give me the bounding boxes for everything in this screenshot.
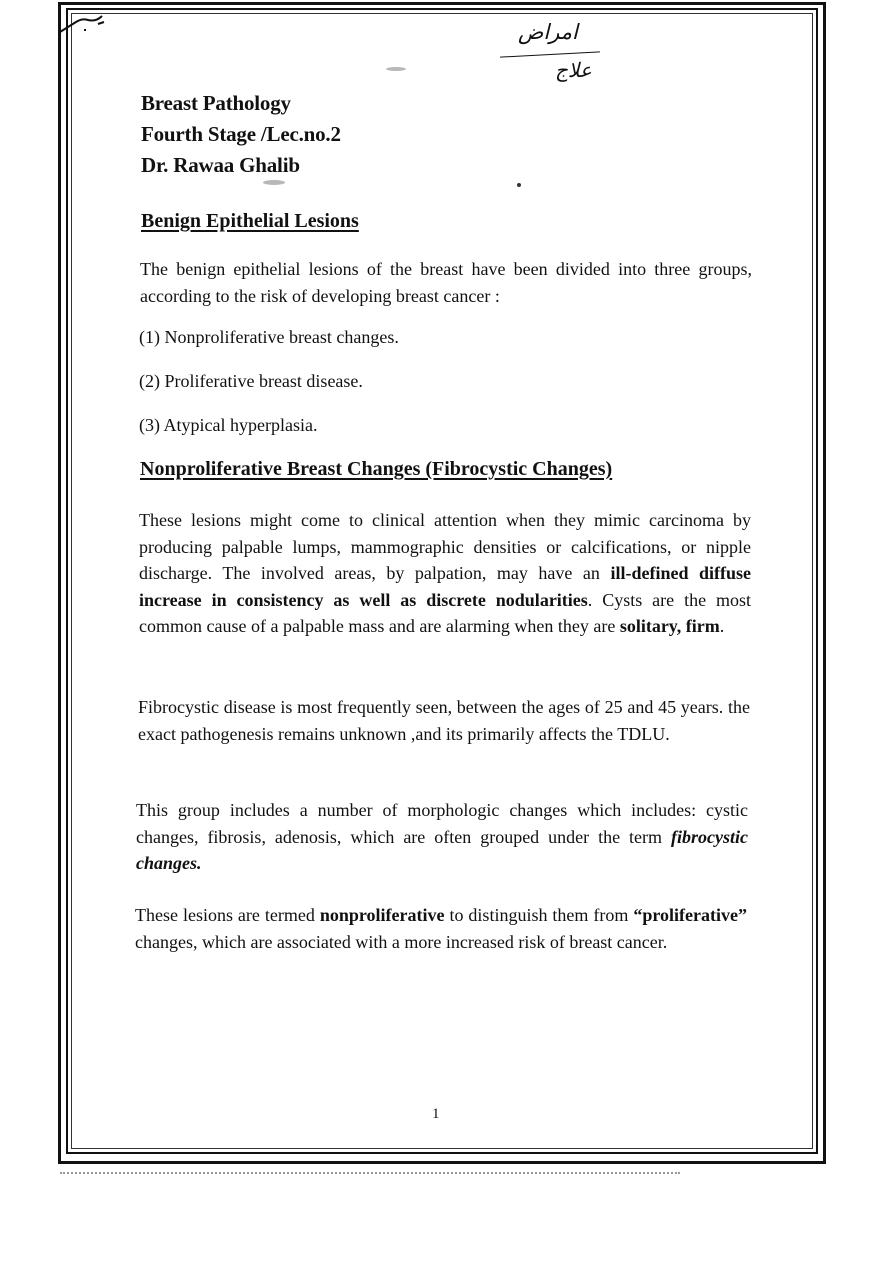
scan-speck xyxy=(517,183,521,187)
handwritten-corner-mark xyxy=(58,10,118,38)
scan-artifact-line xyxy=(60,1172,680,1174)
paragraph-morphologic-changes: This group includes a number of morphologic changes which includes: cystic changes, fibrosis, adenosis, which are often grouped under the term fibrocystic changes. xyxy=(136,800,748,873)
group-item-1: (1) Nonproliferative breast changes. xyxy=(139,327,399,347)
paragraph-nonproliferative-term: These lesions are termed nonproliferative to distinguish them from “proliferative” changes, which are associated with a more increased risk of breast cancer. xyxy=(135,905,747,952)
page-number: 1 xyxy=(432,1106,440,1122)
group-item-3: (3) Atypical hyperplasia. xyxy=(139,415,318,435)
paragraph-age-range: Fibrocystic disease is most frequently seen, between the ages of 25 and 45 years. the exact pathogenesis remains unknown ,and its primarily affects the TDLU. xyxy=(138,697,750,744)
lecture-header xyxy=(141,88,341,181)
stage-lecture: Fourth Stage /Lec.no.2 xyxy=(141,122,341,146)
section-title-nonproliferative: Nonproliferative Breast Changes (Fibrocystic Changes) xyxy=(140,458,613,480)
annotation-line-2: علاج xyxy=(555,58,592,82)
group-item-2: (2) Proliferative breast disease. xyxy=(139,371,363,391)
intro-paragraph: The benign epithelial lesions of the breast have been divided into three groups, according to the risk of developing breast cancer : xyxy=(140,259,752,306)
annotation-line-1: امراض xyxy=(518,20,578,44)
paragraph-clinical-attention: These lesions might come to clinical attention when they mimic carcinoma by producing palpable lumps, mammographic densities or calcifications, or nipple discharge. The involved areas, by palpation, may have an ill-defined diffuse increase in consistency as well as discrete nodularities. Cysts are the most common cause of a palpable mass and are alarming when they are solitary, firm. xyxy=(139,510,751,636)
handwritten-annotation xyxy=(500,20,620,90)
lecturer-name: Dr. Rawaa Ghalib xyxy=(141,153,300,177)
scan-smudge xyxy=(386,67,406,71)
section-title-benign: Benign Epithelial Lesions xyxy=(141,210,359,232)
annotation-underline xyxy=(500,51,600,57)
course-title: Breast Pathology xyxy=(141,91,291,115)
